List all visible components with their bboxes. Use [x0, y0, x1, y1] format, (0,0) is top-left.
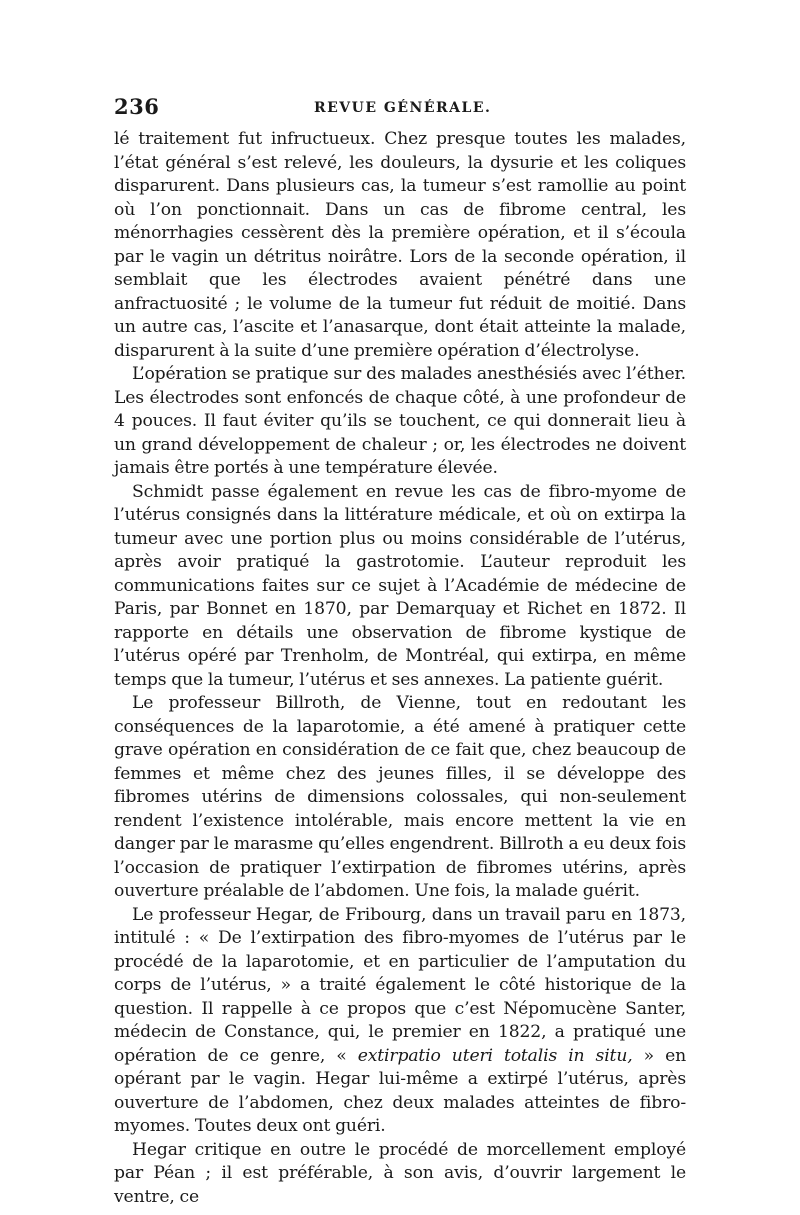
paragraph-electrodes: L’opération se pratique sur des malades anesthésiés avec l’éther. Les électrodes sont enfoncés de chaque côté, à une profondeur de 4 pouces. Il faut éviter qu’ils se touchent, ce qui donnerait lieu à un grand développement de chaleur ; or, les électrodes ne doivent jamais être portés à une température élevée.	[114, 364, 686, 478]
paragraph-continuation: lé traitement fut infructueux. Chez presque toutes les malades, l’état général s’est relevé, les douleurs, la dysurie et les coliques disparurent. Dans plusieurs cas, la tumeur s’est ramollie au point où l’on ponctionnait. Dans un cas de fibrome central, les ménorrhagies cessèrent dès la première opération, et il s’écoula par le vagin un détritus noirâtre. Lors de la seconde opération, il semblait que les électrodes avaient pénétré dans une anfractuosité ; le volume de la tumeur fut réduit de moitié. Dans un autre cas, l’ascite et l’anasarque, dont était atteinte la malade, disparurent à la suite d’une première opération d’électrolyse.	[114, 129, 686, 361]
paragraph-hegar	[114, 904, 686, 1139]
running-head	[114, 94, 686, 128]
hegar-text-after: » en opérant par le vagin. Hegar lui-même a extirpé l’utérus, après ouverture de l’abdomen, chez deux malades atteintes de fibro-myomes. Toutes deux ont guéri.	[114, 1045, 687, 1136]
paragraph-billroth: Le professeur Billroth, de Vienne, tout en redoutant les conséquences de la laparotomie, a été amené à pratiquer cette grave opération en considération de ce fait que, chez beaucoup de femmes et même chez des jeunes filles, il se développe des fibromes utérins de dimensions colossales, qui non-seulement rendent l’existence intolérable, mais encore mettent la vie en danger par le marasme qu’elles engendrent. Billroth a eu deux fois l’occasion de pratiquer l’extirpation de fibromes utérins, après ouverture préalable de l’abdomen. Une fois, la malade guérit.	[114, 693, 686, 901]
page-number: 236	[114, 94, 160, 119]
paragraph-hegar-critique: Hegar critique en outre le procédé de morcellement employé par Péan ; il est préférable, à son avis, d’ouvrir largement le ventre, ce	[114, 1139, 686, 1207]
hegar-text-before: Le professeur Hegar, de Fribourg, dans un travail paru en 1873, intitulé : « De l’extirpation des fibro-myomes de l’utérus par le procédé de la laparotomie, et en particulier de l’amputation du corps de l’utérus, » a traité également le côté historique de la question. Il rappelle à ce propos que c’est Népomucène Santer, médecin de Constance, qui, le premier en 1822, a pratiqué une opération de ce genre, «	[114, 904, 686, 1066]
journal-page	[114, 94, 686, 1209]
article-body	[114, 128, 686, 1209]
paragraph-schmidt: Schmidt passe également en revue les cas de fibro-myome de l’utérus consignés dans la littérature médicale, et où on extirpa la tumeur avec une portion plus ou moins considérable de l’utérus, après avoir pratiqué la gastrotomie. L’auteur reproduit les communications faites sur ce sujet à l’Académie de médecine de Paris, par Bonnet en 1870, par Demarquay et Richet en 1872. Il rapporte en détails une observation de fibrome kystique de l’utérus opéré par Trenholm, de Montréal, qui extirpa, en même temps que la tumeur, l’utérus et ses annexes. La patiente guérit.	[114, 481, 686, 690]
running-title: REVUE GÉNÉRALE.	[314, 100, 492, 116]
latin-quote: extirpatio uteri totalis in situ,	[357, 1045, 633, 1066]
